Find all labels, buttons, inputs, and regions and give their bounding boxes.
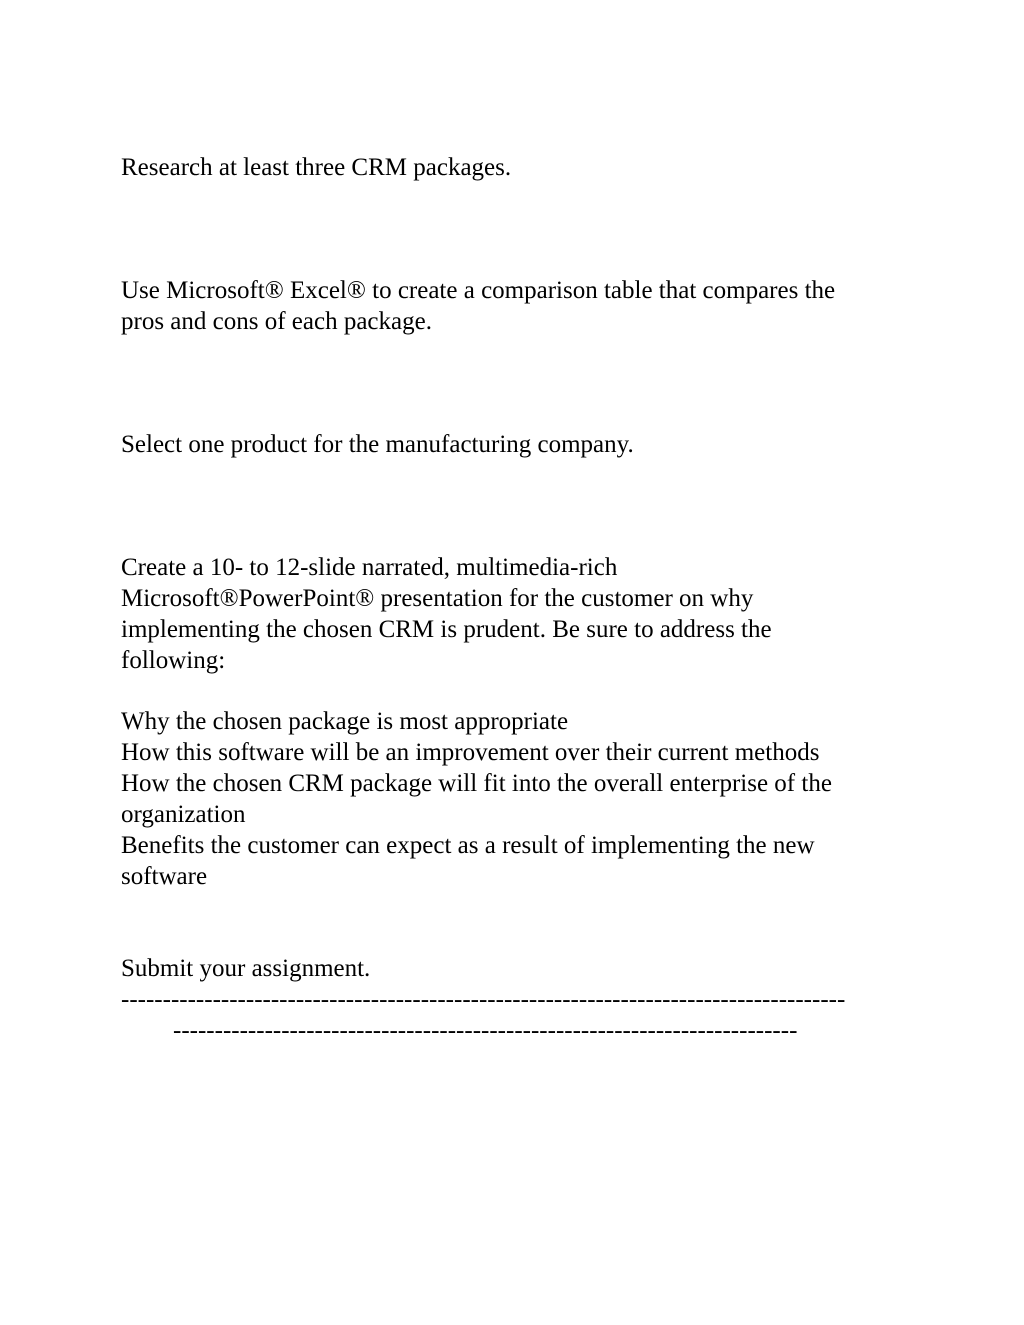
paragraph-presentation-line-2: Microsoft®PowerPoint® presentation for the customer on why — [121, 585, 754, 612]
list-item-enterprise-line-2: organization — [121, 801, 246, 828]
separator-dashes-2: --------------------------------------------------------------------------- — [173, 1017, 798, 1044]
list-item-improvement: How this software will be an improvement over their current methods — [121, 739, 820, 766]
list-item-enterprise-line-1: How the chosen CRM package will fit into the overall enterprise of the — [121, 770, 832, 797]
separator-dashes-1: --------------------------------------------------------------------------------------- — [121, 986, 846, 1013]
paragraph-presentation-line-3: implementing the chosen CRM is prudent. Be sure to address the — [121, 616, 772, 643]
paragraph-research: Research at least three CRM packages. — [121, 154, 512, 181]
list-item-benefits-line-2: software — [121, 863, 208, 890]
paragraph-excel-line-1: Use Microsoft® Excel® to create a comparison table that compares the — [121, 277, 836, 304]
list-item-benefits-line-1: Benefits the customer can expect as a result of implementing the new — [121, 832, 815, 859]
list-item-appropriate: Why the chosen package is most appropriate — [121, 708, 569, 735]
paragraph-submit: Submit your assignment. — [121, 955, 371, 982]
paragraph-presentation-line-1: Create a 10- to 12-slide narrated, multimedia-rich — [121, 554, 618, 581]
paragraph-select-product: Select one product for the manufacturing company. — [121, 431, 634, 458]
paragraph-excel-line-2: pros and cons of each package. — [121, 308, 432, 335]
paragraph-presentation-line-4: following: — [121, 647, 226, 674]
